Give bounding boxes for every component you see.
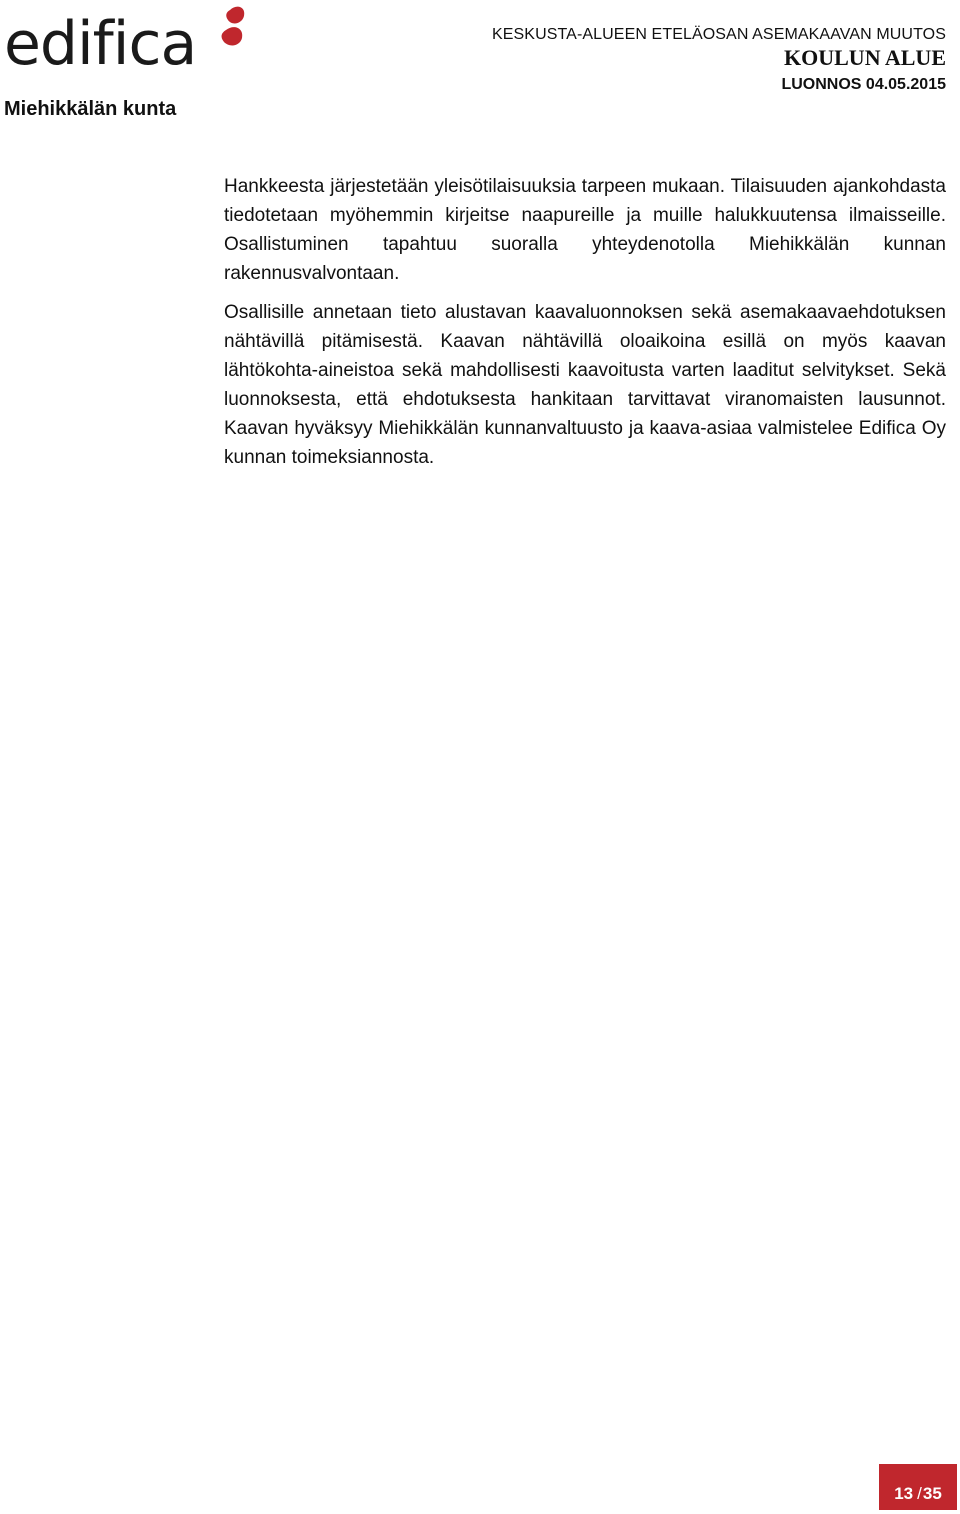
paragraph-notifications: Osallisille annetaan tieto alustavan kaavaluonnoksen sekä asemakaavaehdotuksen nähtävillä pitämisestä. Kaavan nähtävillä oloaikoina esillä on myös kaavan lähtökohta-aineistoa sekä mahdollisesti kaavoitusta varten laaditut selvitykset. Sekä luonnoksesta, että ehdotuksesta hankitaan tarvittavat viranomaisten lausunnot. Kaavan hyväksyy Miehikkälän kunnanvaltuusto ja kaava-asiaa valmistelee Edifica Oy kunnan toimeksiannosta. (224, 302, 946, 468)
page-separator: / (917, 1484, 922, 1503)
plan-title: KESKUSTA-ALUEEN ETELÄOSAN ASEMAKAAVAN MUUTOS (491, 26, 946, 43)
document-header (492, 26, 946, 94)
edifica-logo (4, 2, 254, 82)
municipality-name: Miehikkälän kunta (4, 98, 177, 120)
page-total: 35 (922, 1484, 942, 1503)
edifica-logo-graphic (4, 2, 254, 82)
logo-accent-shapes (222, 7, 245, 46)
paragraph-public-events: Hankkeesta järjestetään yleisötilaisuuksia tarpeen mukaan. Tilaisuuden ajankohdasta tiedotetaan myöhemmin kirjeitse naapureille ja muille halukkuutensa ilmaisseille. Osallistuminen tapahtuu suoralla yhteydenotolla Miehikkälän kunnan rakennusvalvontaan. (224, 176, 946, 284)
page-number-badge (879, 1464, 957, 1510)
page-current: 13 (894, 1484, 914, 1503)
area-name: KOULUN ALUE (784, 45, 946, 70)
logo-wordmark: edifica (4, 9, 197, 79)
draft-date: LUONNOS 04.05.2015 (781, 76, 946, 93)
body-text (224, 172, 946, 482)
